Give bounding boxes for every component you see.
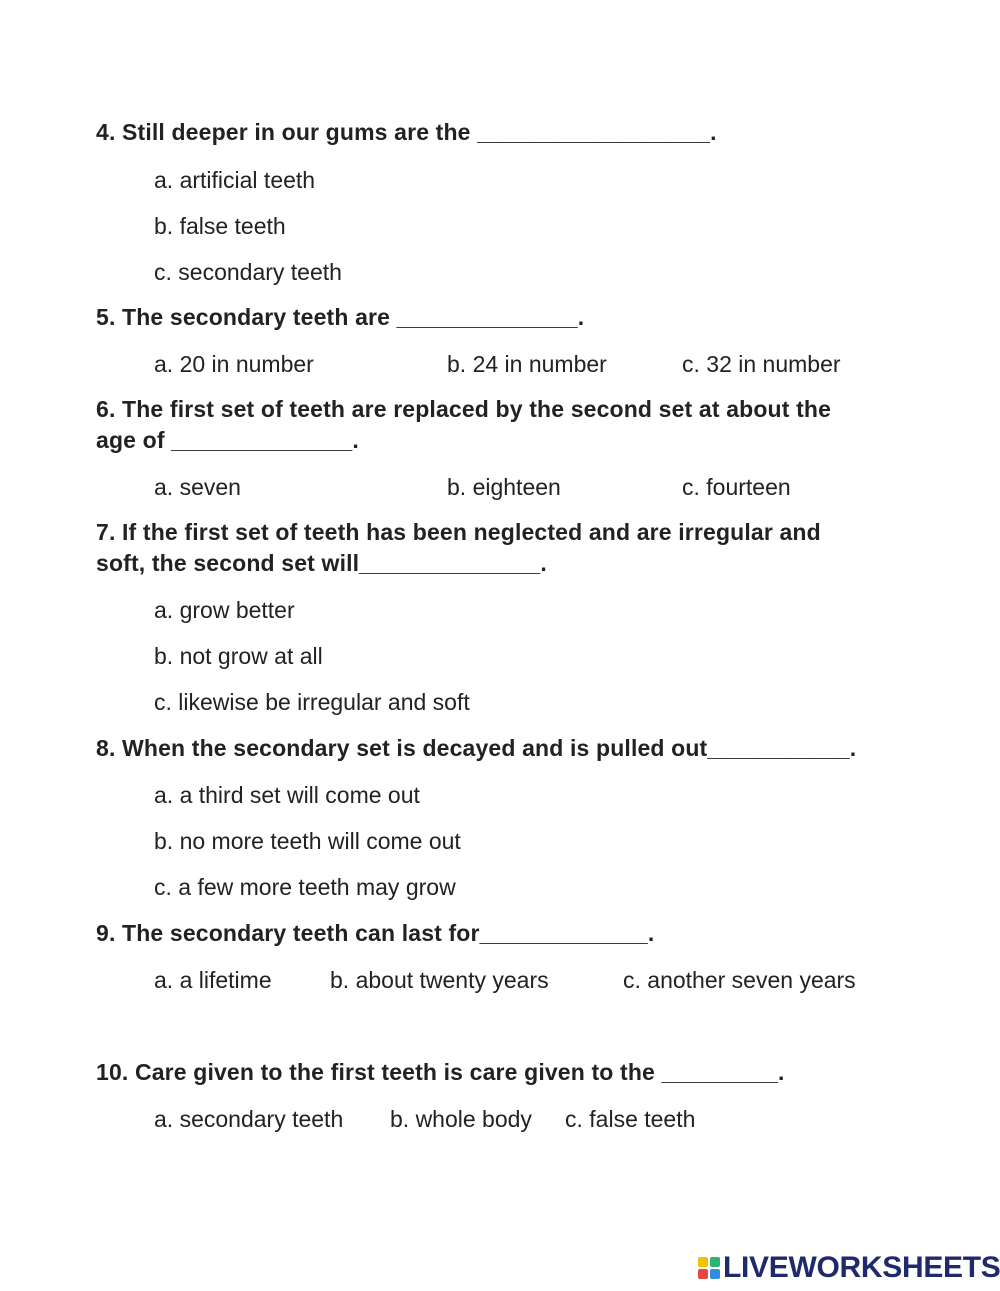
question-7-line-1: 7. If the first set of teeth has been neglected and are irregular and — [96, 519, 821, 545]
logo-text: LIVEWORKSHEETS — [723, 1251, 1000, 1284]
question-8: 8. When the secondary set is decayed and is pulled out___________. — [96, 735, 857, 761]
q8-option-c[interactable]: c. a few more teeth may grow — [154, 874, 456, 900]
q4-option-c[interactable]: c. secondary teeth — [154, 259, 342, 285]
q10-option-a[interactable]: a. secondary teeth — [154, 1106, 344, 1132]
question-4: 4. Still deeper in our gums are the __________________. — [96, 119, 717, 145]
q5-option-b[interactable]: b. 24 in number — [447, 351, 607, 377]
question-7-line-2: soft, the second set will______________. — [96, 550, 547, 576]
q5-option-a[interactable]: a. 20 in number — [154, 351, 314, 377]
q9-option-a[interactable]: a. a lifetime — [154, 967, 272, 993]
q4-option-a[interactable]: a. artificial teeth — [154, 167, 316, 193]
liveworksheets-logo — [698, 1250, 1000, 1286]
logo-square-yellow — [698, 1257, 708, 1267]
logo-square-red — [698, 1269, 708, 1279]
q8-option-a[interactable]: a. a third set will come out — [154, 782, 420, 808]
q9-option-c[interactable]: c. another seven years — [623, 967, 856, 993]
liveworksheets-logo-icon — [698, 1257, 720, 1279]
q7-option-b[interactable]: b. not grow at all — [154, 643, 323, 669]
q10-option-b[interactable]: b. whole body — [390, 1106, 532, 1132]
question-5: 5. The secondary teeth are ______________. — [96, 304, 585, 330]
question-6-line-2: age of ______________. — [96, 427, 359, 453]
q7-option-c[interactable]: c. likewise be irregular and soft — [154, 689, 470, 715]
q9-option-b[interactable]: b. about twenty years — [330, 967, 549, 993]
q7-option-a[interactable]: a. grow better — [154, 597, 295, 623]
logo-square-blue — [710, 1269, 720, 1279]
question-10: 10. Care given to the first teeth is care given to the _________. — [96, 1059, 785, 1085]
q5-option-c[interactable]: c. 32 in number — [682, 351, 841, 377]
q4-option-b[interactable]: b. false teeth — [154, 213, 286, 239]
q10-option-c[interactable]: c. false teeth — [565, 1106, 696, 1132]
question-6-line-1: 6. The first set of teeth are replaced by the second set at about the — [96, 396, 832, 422]
q8-option-b[interactable]: b. no more teeth will come out — [154, 828, 461, 854]
q6-option-a[interactable]: a. seven — [154, 474, 241, 500]
q6-option-c[interactable]: c. fourteen — [682, 474, 791, 500]
question-9: 9. The secondary teeth can last for_____________. — [96, 920, 655, 946]
q6-option-b[interactable]: b. eighteen — [447, 474, 561, 500]
logo-square-green — [710, 1257, 720, 1267]
